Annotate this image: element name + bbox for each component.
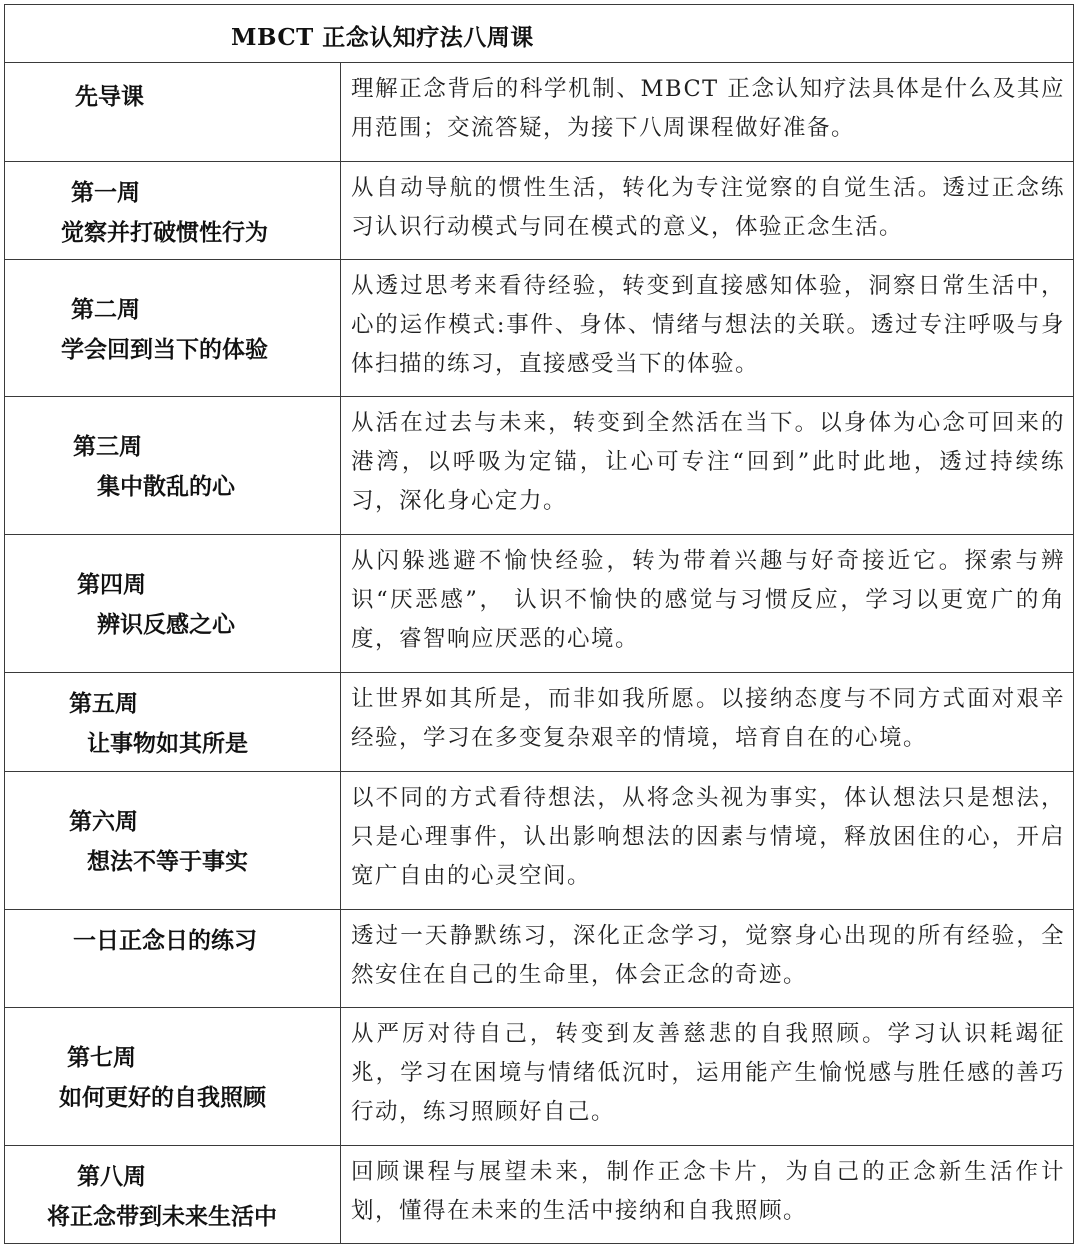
session-subtitle: 将正念带到未来生活中	[47, 1204, 277, 1230]
session-label: 第一周	[71, 180, 140, 206]
session-subtitle: 想法不等于事实	[87, 849, 248, 875]
session-label: 第四周	[77, 572, 146, 598]
session-label: 第二周	[71, 297, 140, 323]
session-label: 第六周	[69, 809, 138, 835]
session-cell	[5, 162, 341, 260]
title-cell	[5, 5, 1074, 63]
session-cell	[5, 260, 341, 397]
table-row	[5, 673, 1074, 772]
table-row	[5, 397, 1074, 535]
table-row	[5, 260, 1074, 397]
table-row	[5, 772, 1074, 910]
session-description: 透过一天静默练习，深化正念学习，觉察身心出现的所有经验，全然安住在自己的生命里，体会正念的奇迹。	[341, 910, 1074, 1008]
table-row	[5, 910, 1074, 1008]
session-subtitle: 让事物如其所是	[87, 731, 248, 757]
session-subtitle: 集中散乱的心	[97, 474, 235, 500]
session-description: 从透过思考来看待经验，转变到直接感知体验，洞察日常生活中，心的运作模式:事件、身体、情绪与想法的关联。透过专注呼吸与身体扫描的练习，直接感受当下的体验。	[341, 260, 1074, 397]
session-cell	[5, 1008, 341, 1146]
session-description: 理解正念背后的科学机制、MBCT 正念认知疗法具体是什么及其应用范围；交流答疑，为接下八周课程做好准备。	[341, 63, 1074, 162]
session-description: 从闪躲逃避不愉快经验，转为带着兴趣与好奇接近它。探索与辨识“厌恶感”， 认识不愉快的感觉与习惯反应，学习以更宽广的角度，睿智响应厌恶的心境。	[341, 535, 1074, 673]
session-subtitle: 如何更好的自我照顾	[59, 1085, 266, 1111]
session-label: 先导课	[75, 84, 144, 110]
table-row	[5, 535, 1074, 673]
table-row	[5, 1146, 1074, 1244]
session-cell	[5, 910, 341, 1008]
course-table	[4, 4, 1074, 1244]
session-description: 以不同的方式看待想法，从将念头视为事实，体认想法只是想法，只是心理事件，认出影响想法的因素与情境，释放困住的心，开启宽广自由的心灵空间。	[341, 772, 1074, 910]
session-cell	[5, 63, 341, 162]
session-description: 从严厉对待自己，转变到友善慈悲的自我照顾。学习认识耗竭征兆，学习在困境与情绪低沉时，运用能产生愉悦感与胜任感的善巧行动，练习照顾好自己。	[341, 1008, 1074, 1146]
table-row	[5, 1008, 1074, 1146]
session-subtitle: 觉察并打破惯性行为	[61, 220, 268, 246]
table-row	[5, 63, 1074, 162]
session-label: 第七周	[67, 1045, 136, 1071]
session-subtitle: 学会回到当下的体验	[61, 337, 268, 363]
session-description: 从自动导航的惯性生活，转化为专注觉察的自觉生活。透过正念练习认识行动模式与同在模式的意义，体验正念生活。	[341, 162, 1074, 260]
session-cell	[5, 1146, 341, 1244]
session-description: 回顾课程与展望未来，制作正念卡片，为自己的正念新生活作计划，懂得在未来的生活中接纳和自我照顾。	[341, 1146, 1074, 1244]
session-label: 第五周	[69, 691, 138, 717]
session-cell	[5, 772, 341, 910]
session-label: 第八周	[77, 1164, 146, 1190]
session-label: 第三周	[73, 434, 142, 460]
table-row	[5, 162, 1074, 260]
table-title: MBCT 正念认知疗法八周课	[231, 24, 534, 51]
session-label: 一日正念日的练习	[73, 928, 257, 954]
session-cell	[5, 397, 341, 535]
session-description: 从活在过去与未来，转变到全然活在当下。以身体为心念可回来的港湾，以呼吸为定锚，让心可专注“回到”此时此地，透过持续练习，深化身心定力。	[341, 397, 1074, 535]
session-cell	[5, 535, 341, 673]
session-description: 让世界如其所是，而非如我所愿。以接纳态度与不同方式面对艰辛经验，学习在多变复杂艰辛的情境，培育自在的心境。	[341, 673, 1074, 772]
title-row	[5, 5, 1074, 63]
session-subtitle: 辨识反感之心	[97, 612, 235, 638]
session-cell	[5, 673, 341, 772]
